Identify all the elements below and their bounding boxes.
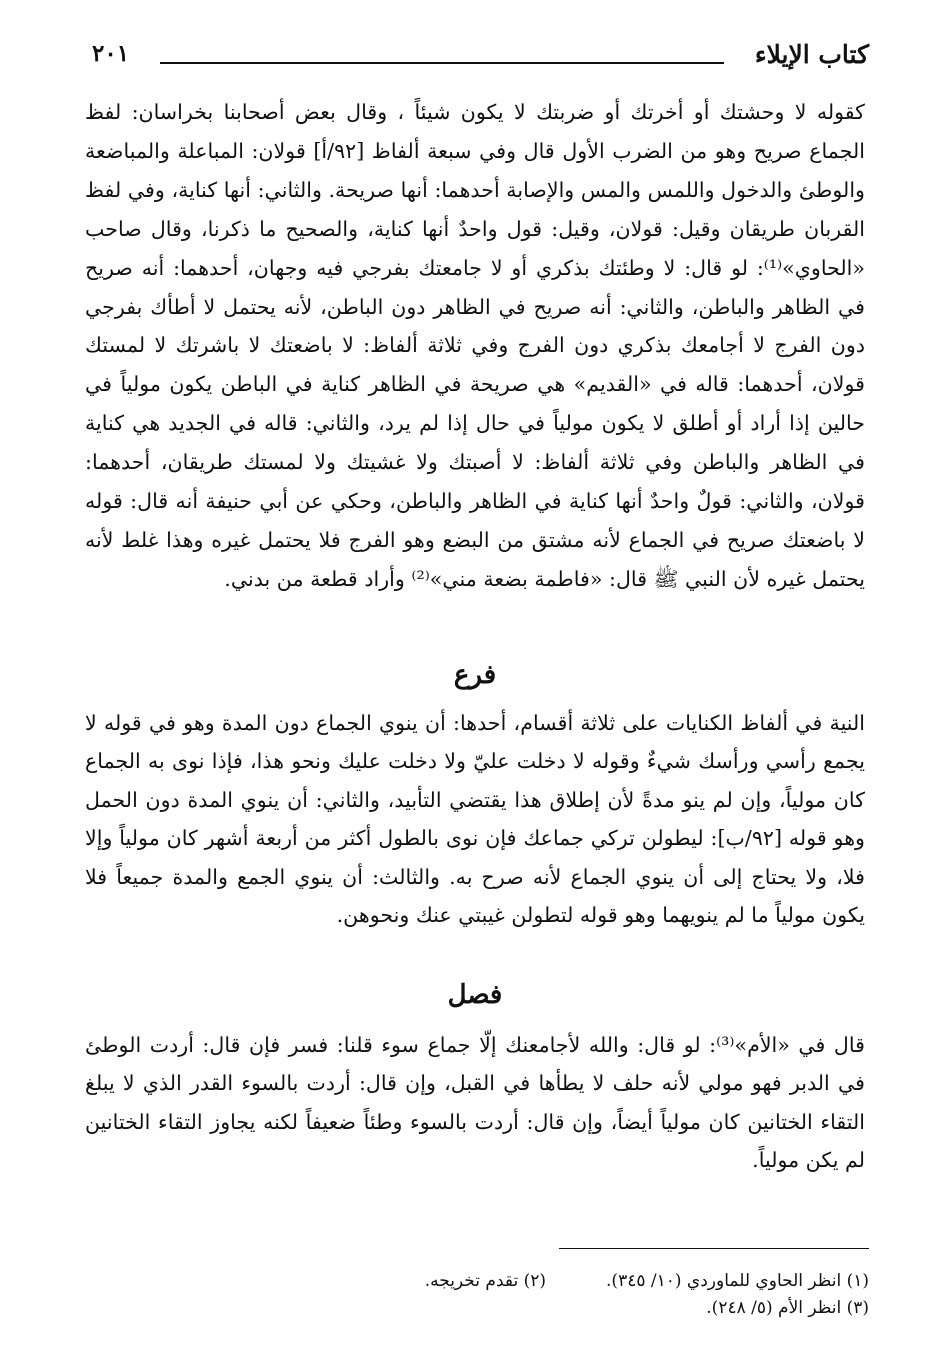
footnote-1: (١) انظر الحاوي للماوردي (١٠/ ٣٤٥). xyxy=(606,1271,869,1291)
header-rule xyxy=(160,62,724,64)
footnote-2: (٢) تقدم تخريجه. xyxy=(424,1271,547,1291)
footnote-3: (٣) انظر الأم (٥/ ٢٤٨). xyxy=(706,1298,869,1318)
footnote-row xyxy=(85,1295,869,1322)
page-number: ٢٠١ xyxy=(92,40,130,67)
section-heading-fasl: فصل xyxy=(447,980,503,1010)
footnotes xyxy=(85,1268,869,1322)
section-heading-far: فرع xyxy=(453,660,497,690)
footnote-separator xyxy=(559,1248,869,1249)
body-paragraph-1: كقوله لا وحشتك أو أخرتك أو ضربتك لا يكون شيئاً ، وقال بعض أصحابنا بخراسان: لفظ الجماع صريح وهو من الضرب الأول قال وفي سبعة ألفاظ [٩٢/أ] قولان: المباعلة والمباضعة والوطئ والدخول واللمس والمس والإصابة أحدهما: أنها صريحة. والثاني: أنها كناية، وفي لفظ القربان طريقان وقيل: قولان، وقيل: قول واحدٌ أنها كناية، والصحيح ما ذكرنا، وقال صاحب «الحاوي»⁽¹⁾: لو قال: لا وطئتك بذكري أو لا جامعتك بفرجي فيه وجهان، أحدهما: أنه صريح في الظاهر والباطن، والثاني: أنه صريح في الظاهر دون الباطن، لأنه يحتمل لا أطأك بفرجي دون الفرج لا أجامعك بذكري دون الفرج وفي ثلاثة ألفاظ: لا باضعتك لا باشرتك لا لمستك قولان، أحدهما: قاله في «القديم» هي صريحة في الظاهر كناية في الباطن يكون مولياً في حالين إذا أراد أو أطلق لا يكون مولياً في حال إذا لم يرد، والثاني: قاله في الجديد هي كناية في الظاهر والباطن وفي ثلاثة ألفاظ: لا أصبتك ولا غشيتك ولا لمستك طريقان، أحدهما: قولان، والثاني: قولٌ واحدٌ أنها كناية في الظاهر والباطن، وحكي عن أبي حنيفة أنه قال: قوله لا باضعتك صريح في الجماع لأنه مشتق من البضع وهو الفرج فلا يحتمل غيره وهذا غلط لأنه يحتمل غيره لأن النبي ﷺ قال: «فاطمة بضعة مني»⁽²⁾ وأراد قطعة من بدني. xyxy=(85,100,865,591)
running-title: كتاب الإيلاء xyxy=(754,40,869,69)
page-header xyxy=(92,36,869,82)
body-paragraph-3: قال في «الأم»⁽³⁾: لو قال: والله لأجامعنك إلّا جماع سوء قلنا: فسر فإن قال: أردت الوطئ في الدبر فهو مولي لأنه حلف لا يطأها في القبل، وإن قال: أردت بالسوء القدر الذي لا يبلغ التقاء الختانين كان مولياً أيضاً، وإن قال: أردت بالسوء وطئاً ضعيفاً لكنه يجاوز التقاء الختانين لم يكن مولياً. xyxy=(85,1033,865,1173)
body-paragraph-2: النية في ألفاظ الكنايات على ثلاثة أقسام، أحدها: أن ينوي الجماع دون المدة وهو في قوله لا يجمع رأسي ورأسك شيءٌ وقوله لا دخلت عليّ ولا دخلت عليك ونحو هذا، فإذا نوى به الجماع كان مولياً، وإن لم ينو مدةً لأن إطلاق هذا يقتضي التأبيد، والثاني: أن ينوي المدة دون الحمل وهو قوله [٩٢/ب]: ليطولن تركي جماعك فإن نوى بالطول أكثر من أربعة أشهر كان مولياً وإلا فلا، ولا يحتاج إلى أن ينوي الجماع لأنه صرح به. والثالث: أن ينوي الجمع والمدة جميعاً فلا يكون مولياً ما لم ينويهما وهو قوله لتطولن غيبتي عنك ونحوهن. xyxy=(85,711,865,928)
footnote-row xyxy=(85,1268,869,1295)
